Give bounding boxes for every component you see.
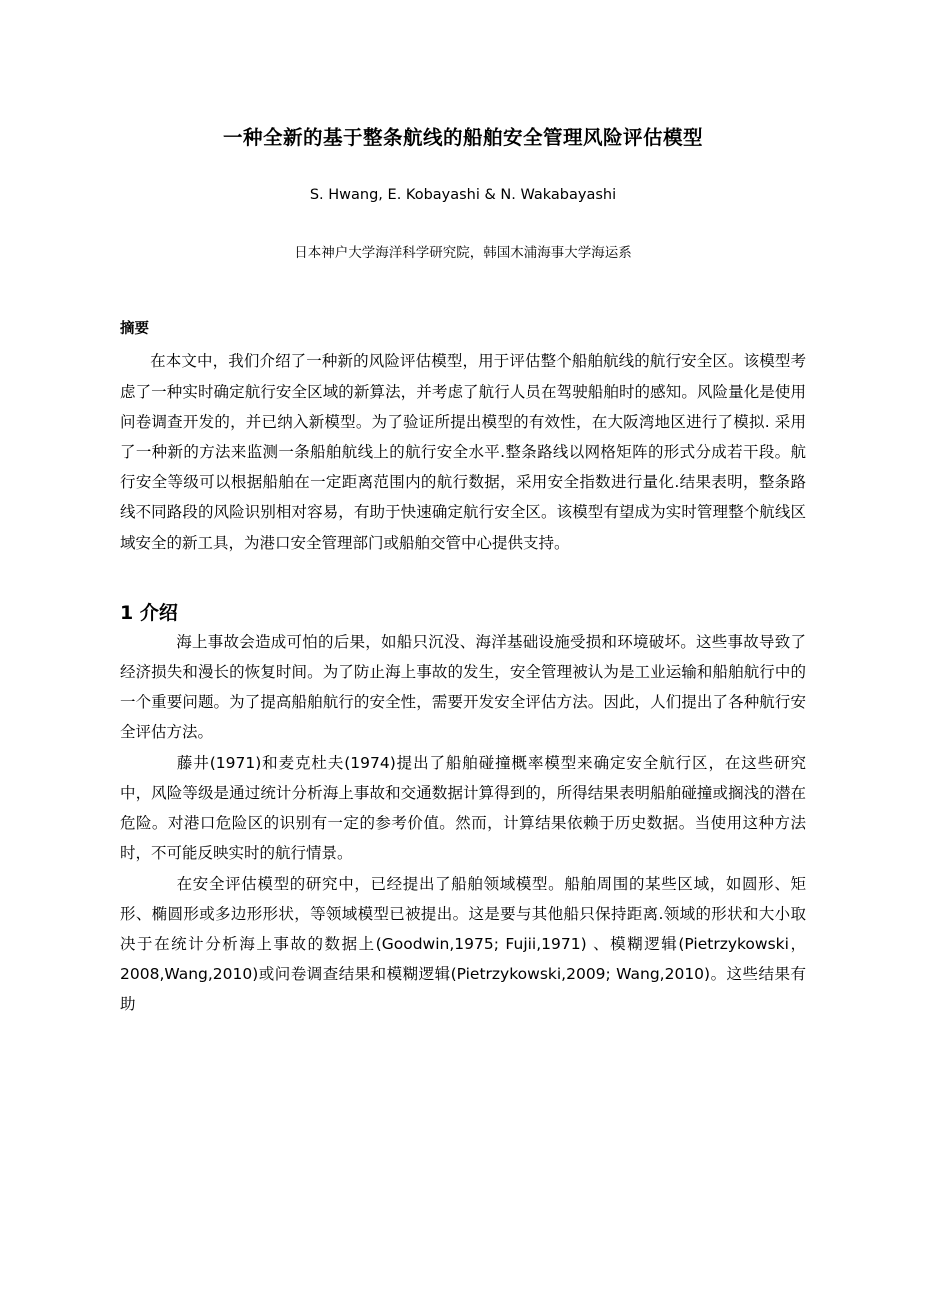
paragraph-3-text: 在安全评估模型的研究中，已经提出了船舶领域模型。船舶周围的某些区域，如圆形、矩形、椭圆形或多边形形状，等领域模型已被提出。这是要与其他船只保持距离.领域的形状和大小取决于在统计分析海上事故的数据上(Goodwin,1975; Fujii,1971) 、模糊逻辑(Pietrzykowski，2008,Wang,2010)或问卷调查结果和模糊逻辑(Pietrzykowski,2009; Wang,2010)。这些结果有助 — [120, 874, 806, 1014]
paragraph-2 — [120, 748, 806, 869]
abstract-body — [120, 346, 806, 558]
section-heading-introduction: 1 介绍 — [120, 601, 178, 624]
paragraph-3 — [120, 869, 806, 1020]
abstract-text: 在本文中，我们介绍了一种新的风险评估模型，用于评估整个船舶航线的航行安全区。该模型考虑了一种实时确定航行安全区域的新算法，并考虑了航行人员在驾驶船舶时的感知。风险量化是使用问卷调查开发的，并已纳入新模型。为了验证所提出模型的有效性，在大阪湾地区进行了模拟. 采用了一种新的方法来监测一条船舶航线上的航行安全水平.整条路线以网格矩阵的形式分成若干段。航行安全等级可以根据船舶在一定距离范围内的航行数据，采用安全指数进行量化.结果表明，整条路线不同路段的风险识别相对容易，有助于快速确定航行安全区。该模型有望成为实时管理整个航线区域安全的新工具，为港口安全管理部门或船舶交管中心提供支持。 — [120, 352, 806, 552]
paragraph-2-text: 藤井(1971)和麦克杜夫(1974)提出了船舶碰撞概率模型来确定安全航行区，在这些研究中，风险等级是通过统计分析海上事故和交通数据计算得到的，所得结果表明船舶碰撞或搁浅的潜在危险。对港口危险区的识别有一定的参考价值。然而，计算结果依赖于历史数据。当使用这种方法时，不可能反映实时的航行情景。 — [120, 753, 806, 863]
author-list: S. Hwang, E. Kobayashi & N. Wakabayashi — [309, 187, 617, 204]
page-title: 一种全新的基于整条航线的船舶安全管理风险评估模型 — [222, 126, 703, 149]
paragraph-1-text: 海上事故会造成可怕的后果，如船只沉没、海洋基础设施受损和环境破坏。这些事故导致了经济损失和漫长的恢复时间。为了防止海上事故的发生，安全管理被认为是工业运输和船舶航行中的一个重要问题。为了提高船舶航行的安全性，需要开发安全评估方法。因此，人们提出了各种航行安全评估方法。 — [120, 632, 806, 742]
affiliation-line: 日本神户大学海洋科学研究院，韩国木浦海事大学海运系 — [294, 245, 632, 262]
abstract-heading: 摘要 — [120, 321, 149, 338]
paragraph-1 — [120, 627, 806, 748]
